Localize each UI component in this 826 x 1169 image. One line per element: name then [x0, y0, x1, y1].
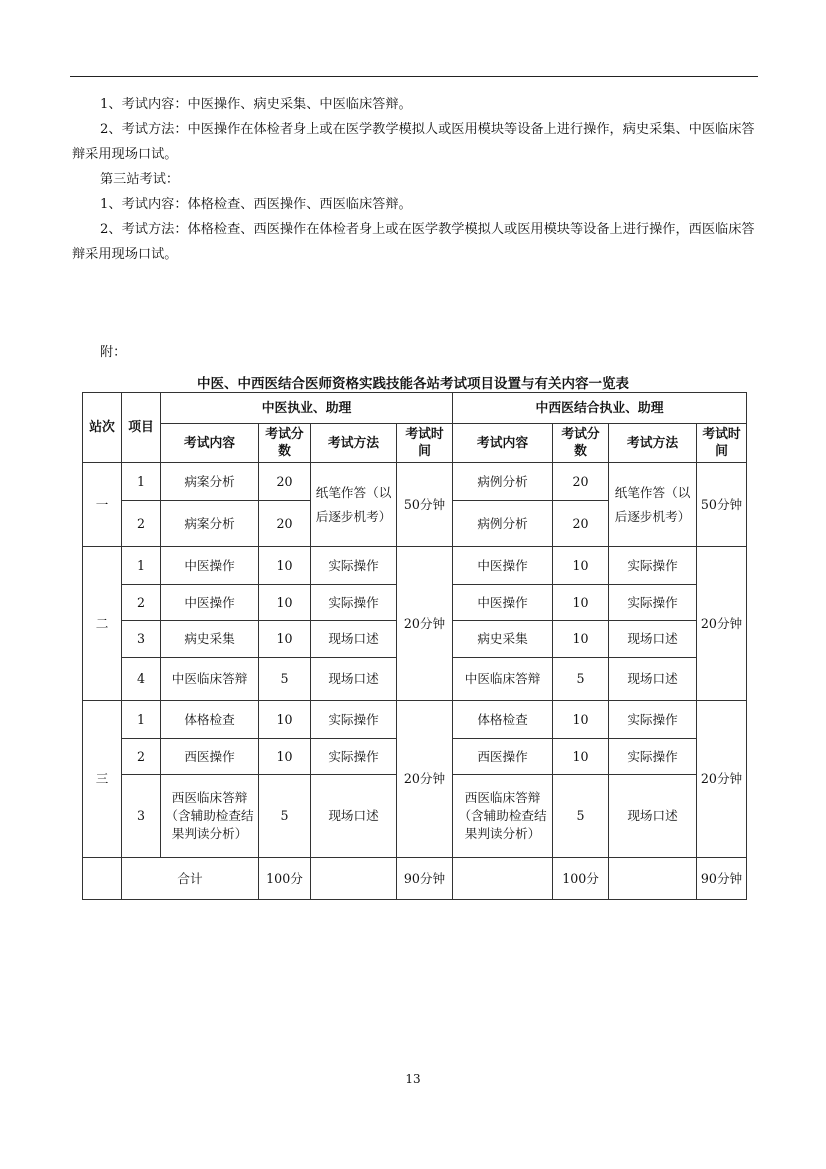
content-cell: 西医操作 [161, 739, 259, 775]
score-cell: 20 [259, 501, 311, 547]
content-cell: 中医操作 [161, 585, 259, 621]
score-cell: 10 [259, 547, 311, 585]
score-cell: 10 [553, 739, 609, 775]
item-no: 1 [122, 463, 161, 501]
empty-cell [609, 858, 697, 900]
page-number: 13 [405, 1072, 421, 1086]
score-cell: 20 [553, 463, 609, 501]
item-no: 3 [122, 621, 161, 658]
method-cell: 实际操作 [609, 739, 697, 775]
method-cell: 实际操作 [311, 585, 397, 621]
content-cell: 中医临床答辩 [453, 658, 553, 701]
method-cell: 现场口述 [609, 775, 697, 858]
method-cell: 实际操作 [311, 739, 397, 775]
content-cell: 中医操作 [161, 547, 259, 585]
content-cell: 西医操作 [453, 739, 553, 775]
time-cell: 20分钟 [697, 701, 747, 858]
content-cell: 体格检查 [453, 701, 553, 739]
content-cell: 病例分析 [453, 501, 553, 547]
method-cell: 实际操作 [609, 547, 697, 585]
score-cell: 10 [259, 701, 311, 739]
empty-cell [83, 858, 122, 900]
content-cell: 中医临床答辩 [161, 658, 259, 701]
total-label: 合计 [122, 858, 259, 900]
method-cell: 现场口述 [311, 621, 397, 658]
header-station: 站次 [83, 393, 122, 463]
item-no: 2 [122, 739, 161, 775]
score-cell: 20 [553, 501, 609, 547]
item-no: 2 [122, 501, 161, 547]
body-line-3: 第三站考试： [100, 172, 180, 187]
content-cell: 病案分析 [161, 501, 259, 547]
time-cell: 50分钟 [397, 463, 453, 547]
header-score: 考试分数 [259, 424, 311, 463]
total-score: 100分 [553, 858, 609, 900]
method-cell: 实际操作 [609, 701, 697, 739]
time-cell: 20分钟 [397, 701, 453, 858]
header-row-1 [83, 393, 747, 424]
header-score: 考试分数 [553, 424, 609, 463]
time-cell: 20分钟 [697, 547, 747, 701]
item-no: 3 [122, 775, 161, 858]
body-line-2: 2、考试方法：中医操作在体检者身上或在医学教学模拟人或医用模块等设备上进行操作，病史采集、中医临床答辩采用现场口试。 [72, 122, 755, 162]
method-cell: 实际操作 [609, 585, 697, 621]
empty-cell [311, 858, 397, 900]
item-no: 2 [122, 585, 161, 621]
header-method: 考试方法 [311, 424, 397, 463]
method-cell: 现场口述 [609, 621, 697, 658]
method-cell: 现场口述 [311, 775, 397, 858]
station-label: 三 [83, 701, 122, 858]
exam-table [82, 392, 747, 900]
empty-cell [453, 858, 553, 900]
content-cell: 体格检查 [161, 701, 259, 739]
score-cell: 10 [553, 621, 609, 658]
header-time: 考试时间 [397, 424, 453, 463]
total-time: 90分钟 [697, 858, 747, 900]
table-row [83, 547, 747, 585]
item-no: 1 [122, 547, 161, 585]
content-cell: 中医操作 [453, 585, 553, 621]
total-score: 100分 [259, 858, 311, 900]
content-cell: 中医操作 [453, 547, 553, 585]
header-group-tcm: 中医执业、助理 [161, 393, 453, 424]
score-cell: 5 [259, 775, 311, 858]
item-no: 4 [122, 658, 161, 701]
content-cell: 病史采集 [453, 621, 553, 658]
table-row [83, 701, 747, 739]
header-method: 考试方法 [609, 424, 697, 463]
content-cell: 病例分析 [453, 463, 553, 501]
time-cell: 20分钟 [397, 547, 453, 701]
score-cell: 5 [553, 658, 609, 701]
score-cell: 10 [259, 621, 311, 658]
content-cell: 病史采集 [161, 621, 259, 658]
appendix-label: 附： [100, 345, 127, 360]
score-cell: 10 [259, 739, 311, 775]
body-line-4: 1、考试内容：体格检查、西医操作、西医临床答辩。 [100, 197, 412, 212]
method-cell: 纸笔作答（以后逐步机考） [609, 463, 697, 547]
score-cell: 10 [553, 585, 609, 621]
score-cell: 20 [259, 463, 311, 501]
method-cell: 现场口述 [311, 658, 397, 701]
method-cell: 实际操作 [311, 547, 397, 585]
method-cell: 纸笔作答（以后逐步机考） [311, 463, 397, 547]
content-cell: 西医临床答辩（含辅助检查结果判读分析） [161, 775, 259, 858]
body-line-1: 1、考试内容：中医操作、病史采集、中医临床答辩。 [100, 97, 412, 112]
header-rule [70, 76, 758, 77]
body-line-5: 2、考试方法：体格检查、西医操作在体检者身上或在医学教学模拟人或医用模块等设备上进行操作，西医临床答辩采用现场口试。 [72, 222, 755, 262]
method-cell: 实际操作 [311, 701, 397, 739]
header-group-integrated: 中西医结合执业、助理 [453, 393, 747, 424]
content-cell: 西医临床答辩（含辅助检查结果判读分析） [453, 775, 553, 858]
method-cell: 现场口述 [609, 658, 697, 701]
station-label: 二 [83, 547, 122, 701]
header-item: 项目 [122, 393, 161, 463]
score-cell: 5 [259, 658, 311, 701]
header-row-2 [83, 424, 747, 463]
score-cell: 10 [553, 701, 609, 739]
time-cell: 50分钟 [697, 463, 747, 547]
header-content: 考试内容 [453, 424, 553, 463]
table-row [83, 463, 747, 501]
header-time: 考试时间 [697, 424, 747, 463]
table-caption: 中医、中西医结合医师资格实践技能各站考试项目设置与有关内容一览表 [197, 376, 629, 392]
total-time: 90分钟 [397, 858, 453, 900]
score-cell: 10 [553, 547, 609, 585]
station-label: 一 [83, 463, 122, 547]
score-cell: 10 [259, 585, 311, 621]
item-no: 1 [122, 701, 161, 739]
score-cell: 5 [553, 775, 609, 858]
header-content: 考试内容 [161, 424, 259, 463]
content-cell: 病案分析 [161, 463, 259, 501]
total-row [83, 858, 747, 900]
